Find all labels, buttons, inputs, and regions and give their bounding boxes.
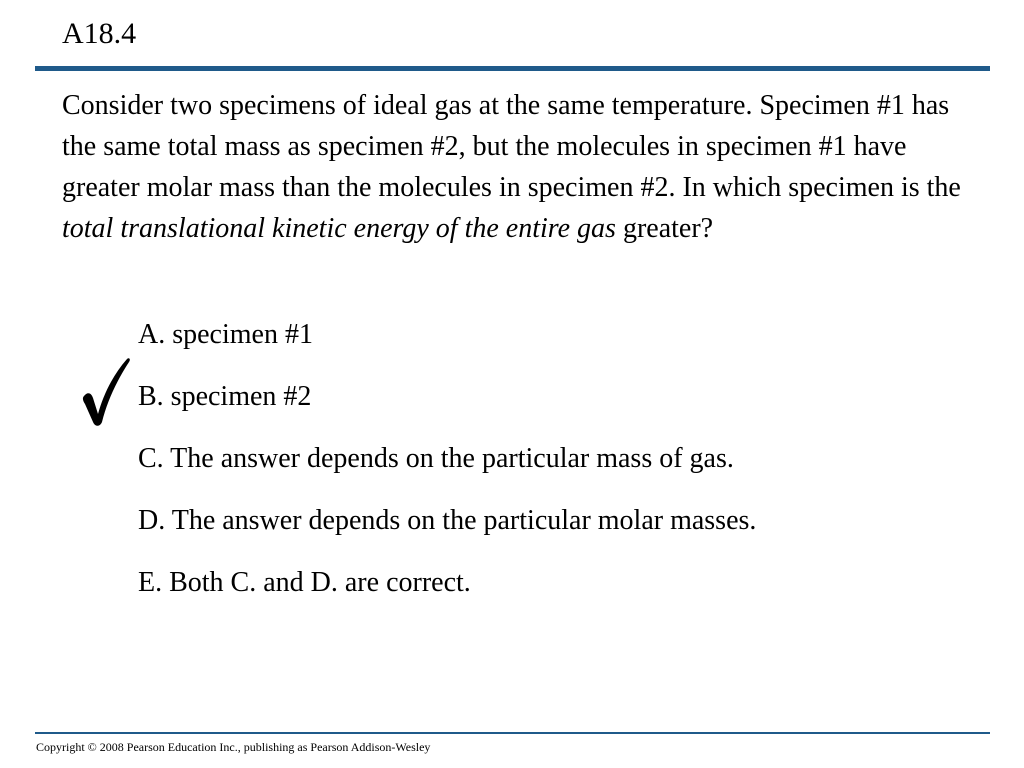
question-text [62, 85, 962, 249]
slide-title: A18.4 [62, 17, 137, 50]
option-d: D. The answer depends on the particular molar masses. [138, 505, 757, 536]
copyright-footer: Copyright © 2008 Pearson Education Inc., publishing as Pearson Addison-Wesley [36, 740, 431, 754]
answer-options [138, 314, 756, 624]
title-divider [35, 66, 990, 71]
question-part-2: greater? [615, 213, 714, 244]
option-a: A. specimen #1 [138, 319, 313, 350]
question-part-1: Consider two specimens of ideal gas at the same temperature. Specimen #1 has the same total mass as specimen #2, but the molecules in specimen #1 have greater molar mass than the molecules in specimen #2. In which specimen is the [62, 90, 961, 203]
checkmark-icon [80, 356, 132, 428]
question-emphasis: total translational kinetic energy of the entire gas [62, 213, 616, 244]
option-e: E. Both C. and D. are correct. [138, 567, 471, 598]
option-b: B. specimen #2 [138, 381, 312, 412]
footer-divider [35, 732, 990, 734]
option-c: C. The answer depends on the particular mass of gas. [138, 443, 734, 474]
